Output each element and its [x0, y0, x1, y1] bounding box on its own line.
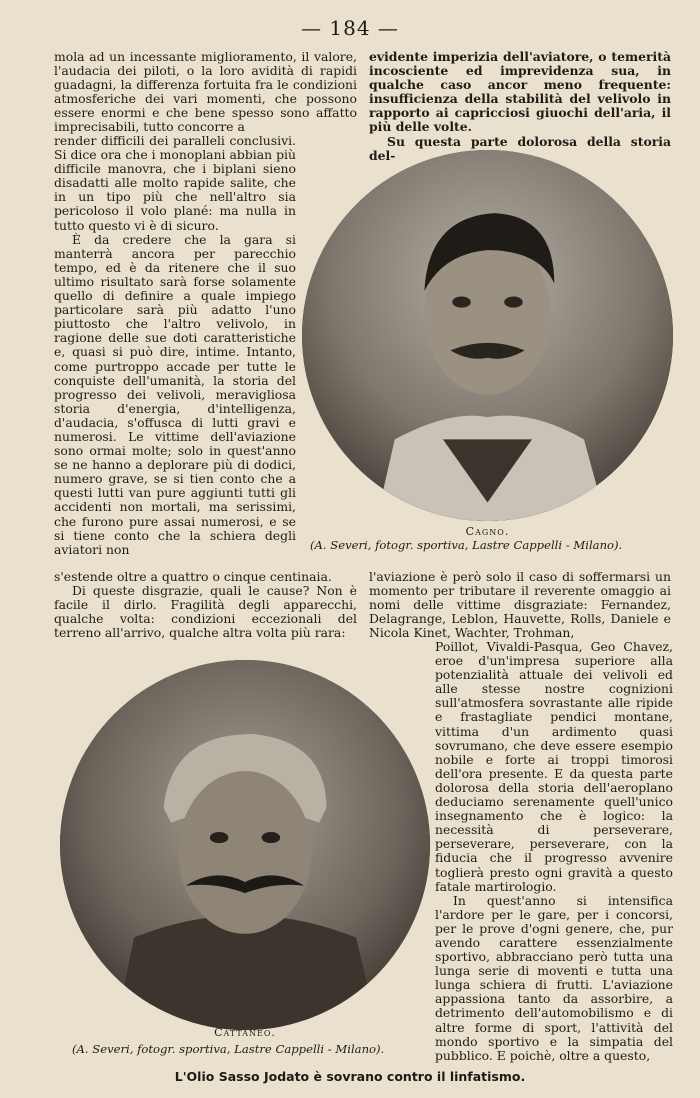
paragraph: Di queste disgrazie, quali le cause? Non è facile il dirlo. Fragilità degli apparecchi, qualche volta: condizioni eccezionali del terreno all'arrivo, qualche altra volta più rara:: [54, 583, 357, 641]
paragraph: Su questa parte dolorosa della storia del-: [369, 133, 671, 163]
caption-credit-cagno: (A. Severi, fotogr. sportiva, Lastre Cappelli - Milano).: [310, 538, 623, 552]
paragraph: mola ad un incessante miglioramento, il valore, l'audacia dei piloti, o la loro avidità di rapidi guadagni, la differenza fortuita fra le condizioni atmosferiche dei vari momenti, che possono essere enormi e che bene spesso sono affatto imprecisabili, tutto concorre a: [54, 49, 357, 135]
portrait-photo-cagno: [302, 150, 673, 521]
right-column-top: [369, 50, 671, 163]
paragraph: È da credere che la gara si manterrà ancora per parecchio tempo, ed è da ritenere che il suo ultimo risultato sarà forse solamente quello di definire a quale impiego particolare sarà più adatto l'uno piuttosto che l'altro velivolo, in ragione delle sue doti caratteristiche e, quasi si può dire, intime. Intanto, come purtroppo accade per tutte le conquiste dell'umanità, la storia del progresso dei velivoli, meravigliosa storia d'energia, d'intelligenza, d'audacia, s'offusca di lutti gravi e numerosi. Le vittime dell'aviazione sono ormai molte; solo in quest'anno se ne hanno a deplorare più di dodici, numero grave, se si tien conto che a questi lutti van pure aggiunti tutti gli accidenti non mortali, ma serissimi, che furono pure assai numerosi, e se si tiene conto che la schiera degli aviatori non: [54, 231, 296, 557]
portrait-illustration: [302, 150, 673, 521]
portrait-photo-cattaneo: [60, 660, 430, 1030]
paragraph: evidente imperizia dell'aviatore, o temerità incosciente ed imprevidenza sua, in qualche caso ancor meno frequente: insufficienza della stabilità del velivolo in rapporto ai capricciosi giuochi dell'aria, il più delle volte.: [369, 49, 671, 135]
footer-advertisement: L'Olio Sasso Jodato è sovrano contro il linfatismo.: [174, 1069, 526, 1084]
paragraph: render difficili dei paralleli conclusivi. Si dice ora che i monoplani abbian più difficile manovra, che i biplani sieno disadatti alle molto rapide salite, che in un tipo più che nell'altro sia pericoloso il volo plané: ma nulla in tutto questo vi è di sicuro.: [54, 133, 296, 233]
paragraph: l'aviazione è però solo il caso di soffermarsi un momento per tributare il reverente omaggio ai nomi delle vittime disgraziate: Fernandez, Delagrange, Leblon, Hauvette, Rolls, Daniele e Nicola Kinet, Wachter, Trohman,: [369, 569, 671, 641]
paragraph: Poillot, Vivaldi-Pasqua, Geo Chavez, eroe d'un'impresa superiore alla potenzialità attuale dei velivoli ed alle stesse nostre cognizioni sull'atmosfera sovrastante alle ripide e frastagliate pendici montane, vittima d'un ardimento quasi sovrumano, che deve essere esempio nobile e forte ai troppi timorosi dell'ora presente. E da questa parte dolorosa della storia dell'aeroplano deduciamo serenamente quell'unico insegnamento che è logico: la necessità di perseverare, perseverare, perseverare, con la fiducia che il progresso avvenire toglierà presto ogni gravità a questo fatale martirologio.: [435, 639, 673, 894]
left-column-narrow: [54, 134, 296, 557]
caption-name-cagno: Cagno.: [465, 525, 510, 538]
paragraph: s'estende oltre a quattro o cinque centinaia.: [54, 569, 332, 584]
caption-name-cattaneo: Cattaneo.: [214, 1026, 276, 1039]
left-column-top: [54, 50, 357, 135]
paragraph: In quest'anno si intensifica l'ardore per le gare, per i concorsi, per le prove d'ogni genere, che, pur avendo carattere essenzialmente sportivo, abbracciano però tutta una lunga serie di moventi e tutta una lunga schiera di frutti. L'aviazione appassiona tanto da assorbire, a detrimento dell'automobilismo e di altre forme di sport, l'attività del mondo sportivo e la simpatia del pubblico. E poichè, oltre a questo,: [435, 892, 673, 1063]
right-column-mid: [369, 570, 671, 640]
portrait-illustration: [60, 660, 430, 1030]
right-column-narrow: [435, 640, 673, 1063]
caption-credit-cattaneo: (A. Severi, fotogr. sportiva, Lastre Cappelli - Milano).: [72, 1042, 385, 1056]
page-number: — 184 —: [301, 16, 399, 40]
left-column-bottom: [54, 570, 357, 640]
